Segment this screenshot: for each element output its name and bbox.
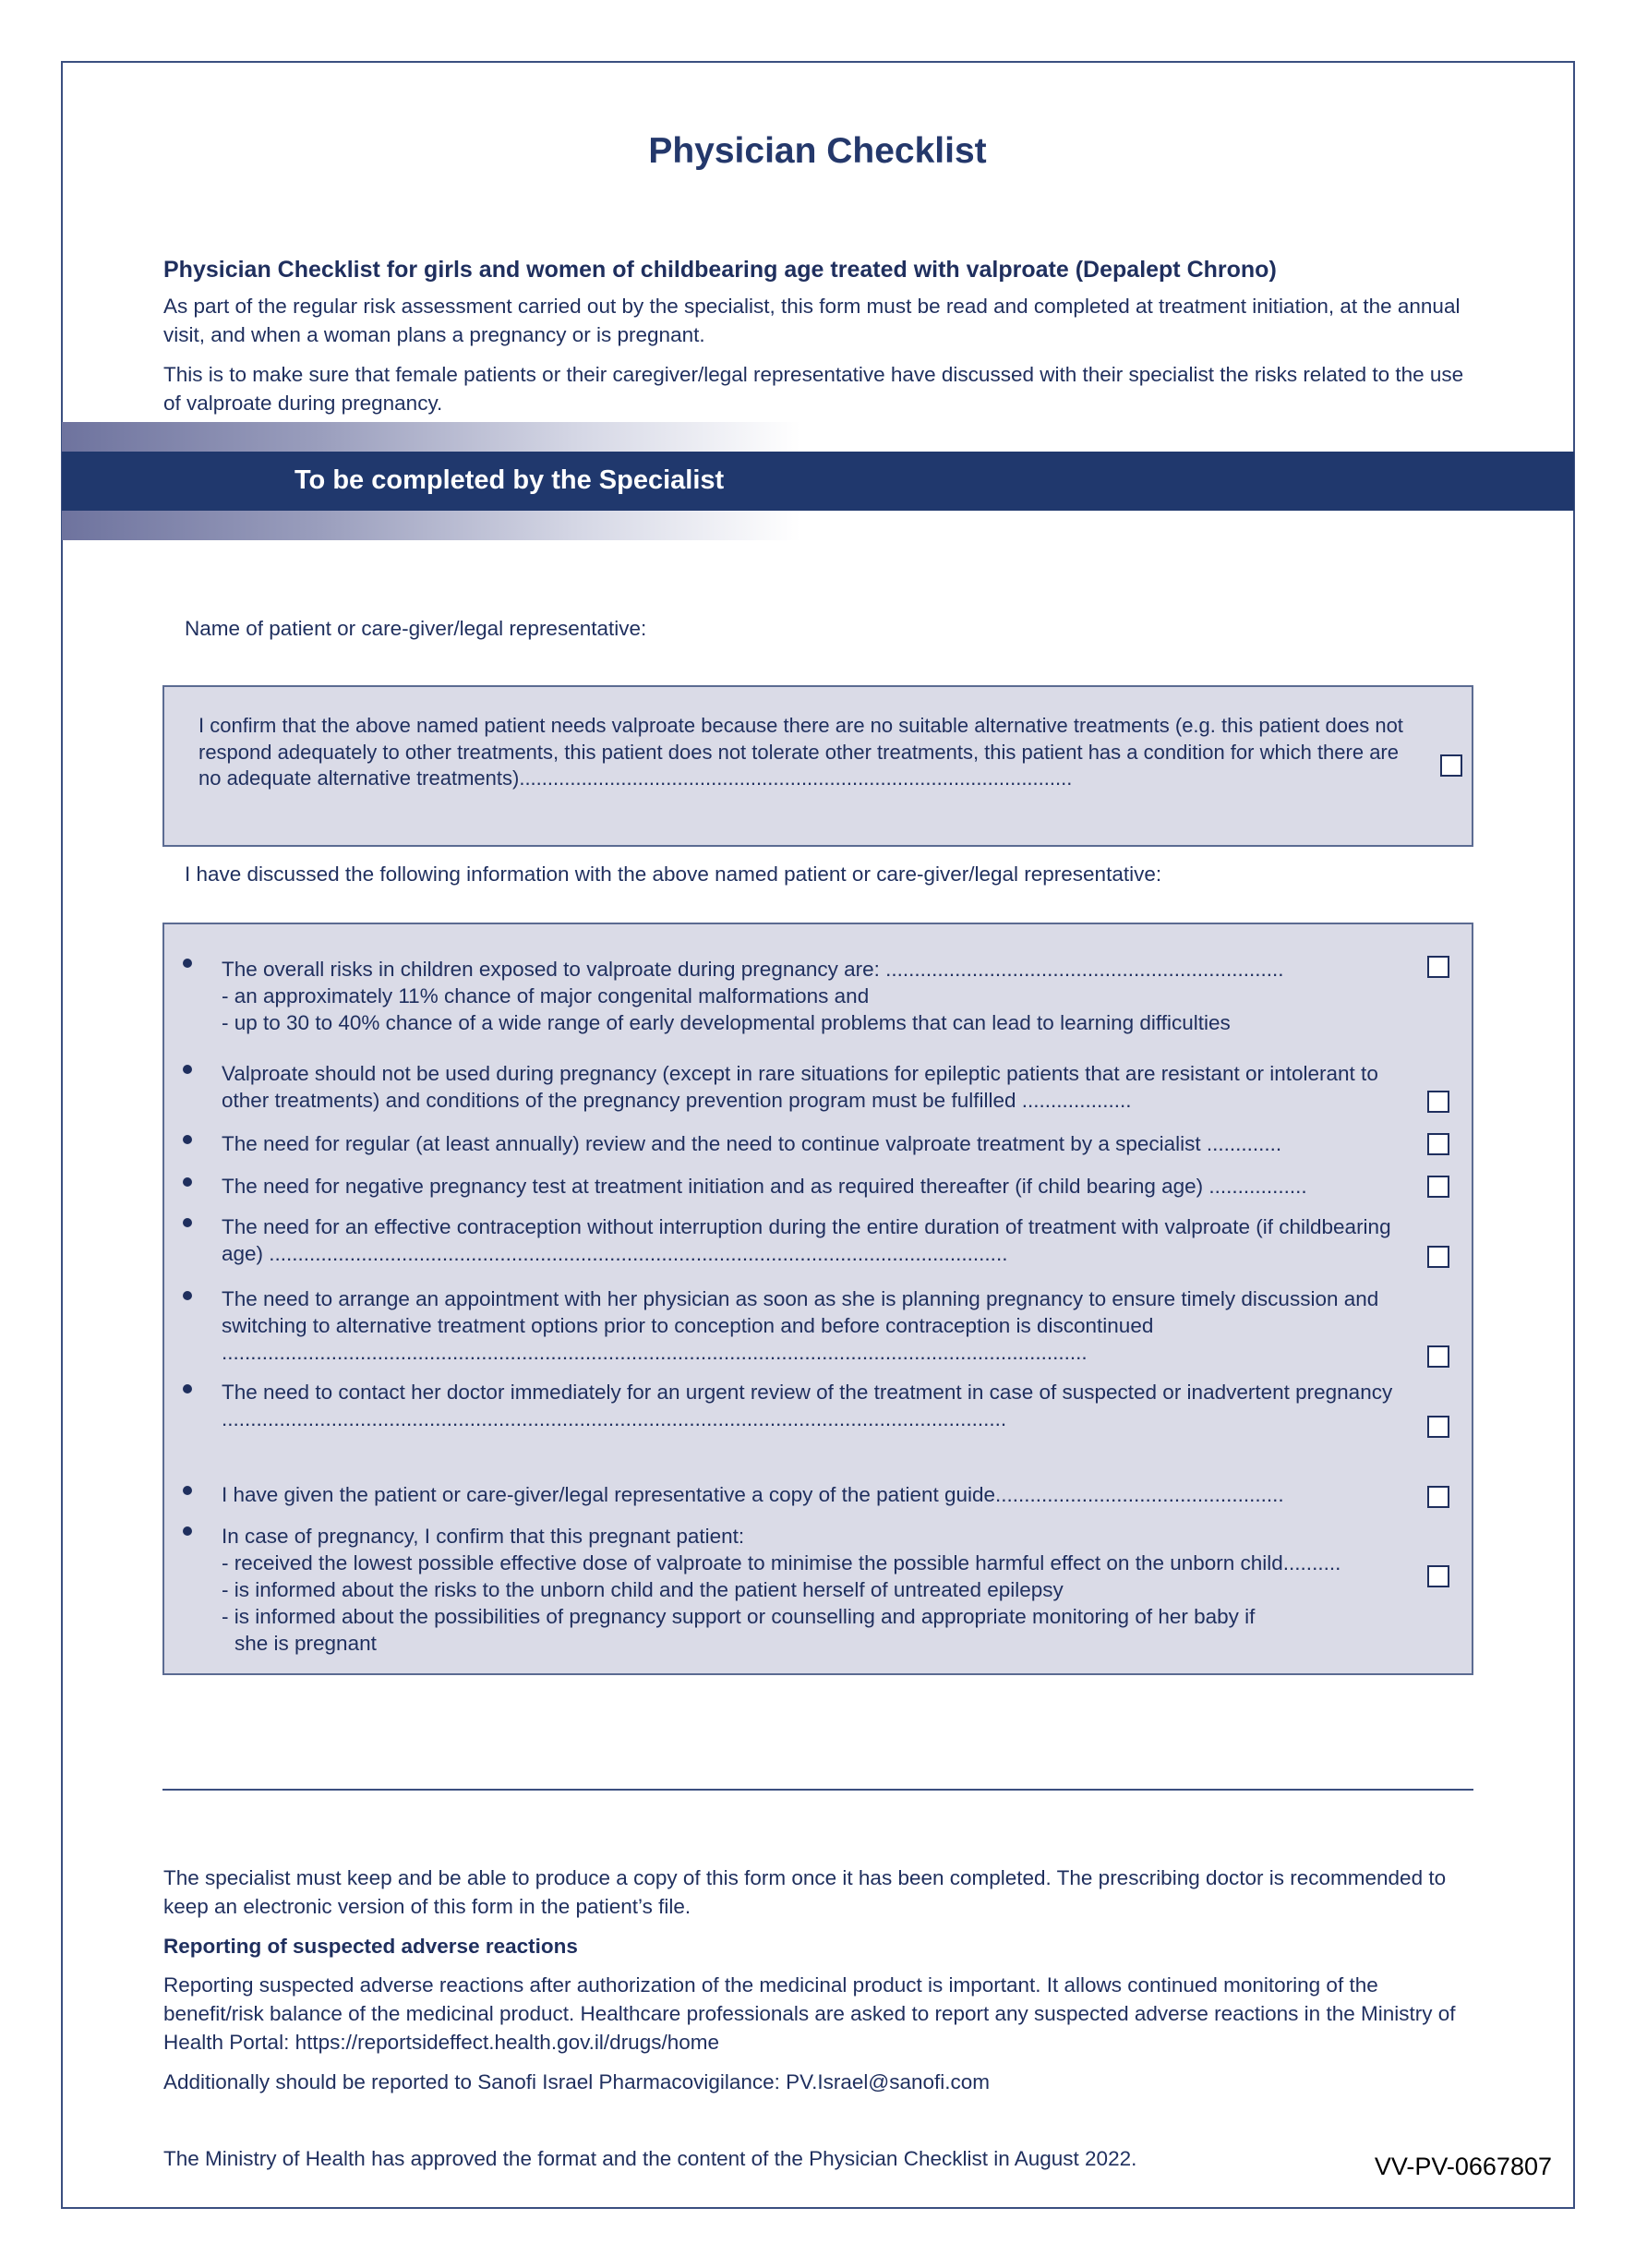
approval-note: The Ministry of Health has approved the format and the content of the Physician Checklist in August 2022. xyxy=(163,2147,1137,2170)
bullet xyxy=(183,1218,192,1227)
checklist-item-text: The need for negative pregnancy test at treatment initiation and as required thereafter (if child bearing age) ................. xyxy=(222,1175,1307,1198)
patient-name-label: Name of patient or care-giver/legal representative: xyxy=(185,617,647,640)
checklist-item-text: Valproate should not be used during pregnancy (except in rare situations for epileptic patients that are resistant or intolerant to other treatments) and conditions of the pregnancy prevention program must be fulfilled ................... xyxy=(222,1062,1378,1112)
checklist-item-text: The need to arrange an appointment with her physician as soon as she is planning pregnancy to ensure timely discussion and switching to alternative treatment options prior to conception and before contraception is discontinued ...................................................................................................................................................... xyxy=(222,1287,1379,1364)
bullet xyxy=(183,1486,192,1495)
checklist-checkbox[interactable] xyxy=(1427,1133,1449,1155)
bullet xyxy=(183,1177,192,1187)
footer-paragraph: The specialist must keep and be able to produce a copy of this form once it has been completed. The prescribing doctor is recommended to keep an electronic version of this form in the patient’s file. xyxy=(163,1866,1447,1918)
checklist-box xyxy=(162,923,1473,1675)
document-code: VV-PV-0667807 xyxy=(1374,2153,1552,2180)
checklist-checkbox[interactable] xyxy=(1427,1091,1449,1113)
checklist-item-text: The overall risks in children exposed to valproate during pregnancy are: ..................................................................... - an approximately 11% chance of major congenital malformations and - up to 30 to 40% chance of a wide range of early developmental problems that can lead to learning difficulties xyxy=(222,958,1284,1034)
confirm-box xyxy=(162,685,1473,847)
reporting-heading: Reporting of suspected adverse reactions xyxy=(163,1935,578,1958)
bullet xyxy=(183,1135,192,1144)
bullet xyxy=(183,1291,192,1300)
bullet xyxy=(183,959,192,968)
checklist-checkbox[interactable] xyxy=(1427,1345,1449,1368)
confirm-checkbox[interactable] xyxy=(1440,754,1462,777)
banner-text: To be completed by the Specialist xyxy=(295,465,725,495)
banner-gradient-top xyxy=(62,422,800,452)
checklist-item-text: The need to contact her doctor immediately for an urgent review of the treatment in case of suspected or inadvertent pregnancy ........................................................................................................................................ xyxy=(222,1381,1393,1430)
checklist-item-text: In case of pregnancy, I confirm that this pregnant patient: - received the lowest possible effective dose of valproate to minimise the possible harmful effect on the unborn child.......... - is informed about the risks to the unborn child and the patient herself of untreated epilepsy - is informed about the possibilities of pregnancy support or counselling and appropriate monitoring of her baby if she is pregnant xyxy=(222,1525,1341,1655)
intro-heading: Physician Checklist for girls and women of childbearing age treated with valproate (Depalept Chrono) xyxy=(163,257,1277,283)
intro-paragraph: As part of the regular risk assessment carried out by the specialist, this form must be read and completed at treatment initiation, at the annual visit, and when a woman plans a pregnancy or is pregnant. xyxy=(163,295,1461,346)
footer-paragraph: Reporting suspected adverse reactions after authorization of the medicinal product is important. It allows continued monitoring of the benefit/risk balance of the medicinal product. Healthcare professionals are asked to report any suspected adverse reactions in the Ministry of Health Portal: https://reportsideffect.health.gov.il/drugs/home xyxy=(163,1973,1456,2054)
checklist-checkbox[interactable] xyxy=(1427,1565,1449,1587)
bullet xyxy=(183,1526,192,1536)
section-banner xyxy=(62,452,1574,511)
bullet xyxy=(183,1384,192,1393)
banner-gradient-bottom xyxy=(62,511,800,540)
page-title: Physician Checklist xyxy=(648,131,987,171)
intro-paragraph: This is to make sure that female patients or their caregiver/legal representative have discussed with their specialist the risks related to the use of valproate during pregnancy. xyxy=(163,363,1464,415)
checklist-item-text: The need for regular (at least annually) review and the need to continue valproate treatment by a specialist ............. xyxy=(222,1132,1282,1155)
checklist-item-text: I have given the patient or care-giver/legal representative a copy of the patient guide.................................................. xyxy=(222,1483,1284,1506)
discussed-label: I have discussed the following information with the above named patient or care-giver/legal representative: xyxy=(185,863,1162,886)
bullet xyxy=(183,1065,192,1074)
checklist-item-text: The need for an effective contraception without interruption during the entire duration of treatment with valproate (if childbearing age) ................................................................................................................................ xyxy=(222,1215,1391,1265)
checklist-checkbox[interactable] xyxy=(1427,1246,1449,1268)
checklist-checkbox[interactable] xyxy=(1427,1486,1449,1508)
checklist-checkbox[interactable] xyxy=(1427,1176,1449,1198)
checklist-checkbox[interactable] xyxy=(1427,956,1449,978)
divider xyxy=(162,1789,1473,1791)
footer-paragraph: Additionally should be reported to Sanofi Israel Pharmacovigilance: PV.Israel@sanofi.com xyxy=(163,2070,991,2093)
confirm-text: I confirm that the above named patient needs valproate because there are no suitable alternative treatments (e.g. this patient does not respond adequately to other treatments, this patient does not tolerate other treatments, this patient has a condition for which there are no adequate alternative treatments).................................................................................................. xyxy=(198,714,1403,790)
checklist-checkbox[interactable] xyxy=(1427,1416,1449,1438)
